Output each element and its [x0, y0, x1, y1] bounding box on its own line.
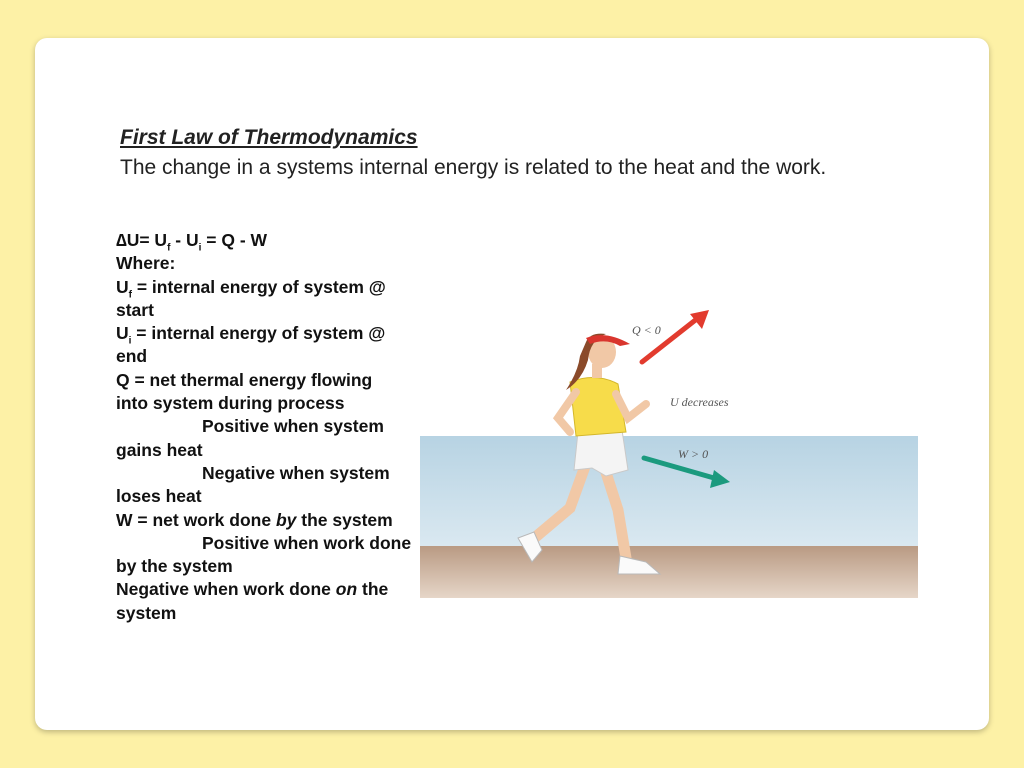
w-label: W > 0 [678, 447, 709, 461]
water-background [420, 436, 918, 550]
q-negative: Negative when system [202, 462, 390, 483]
q-positive: Positive when system [202, 416, 384, 437]
w-definition: W = net work done by the system [116, 509, 393, 530]
w-negative-cont: system [116, 602, 177, 623]
equation-line: $\Delta U= U_f - U_i = Q - W$ [116, 230, 268, 254]
q-definition-cont: into system during process [116, 393, 345, 414]
slide-intro: The change in a systems internal energy is related to the heat and the work. [120, 156, 827, 179]
where-label: Where: [116, 253, 176, 274]
q-positive-cont: gains heat [116, 439, 203, 460]
q-definition: Q = net thermal energy flowing [116, 369, 373, 390]
uf-definition-cont: start [116, 299, 154, 320]
ground [420, 546, 918, 598]
q-negative-cont: loses heat [116, 486, 202, 507]
slide-title: First Law of Thermodynamics [120, 126, 418, 149]
ui-definition: $U_i$ = internal energy of system @ [116, 323, 386, 347]
w-negative: Negative when work done on the [116, 579, 389, 600]
uf-definition: $U_f$ = internal energy of system @ [116, 276, 386, 301]
runner-scene [420, 300, 920, 600]
ui-definition-cont: end [116, 346, 148, 367]
q-label: Q < 0 [632, 323, 661, 337]
runner-illustration [420, 300, 920, 600]
w-positive-cont: by the system [116, 556, 233, 577]
u-label: U decreases [670, 395, 729, 409]
w-positive: Positive when work done [202, 532, 412, 553]
